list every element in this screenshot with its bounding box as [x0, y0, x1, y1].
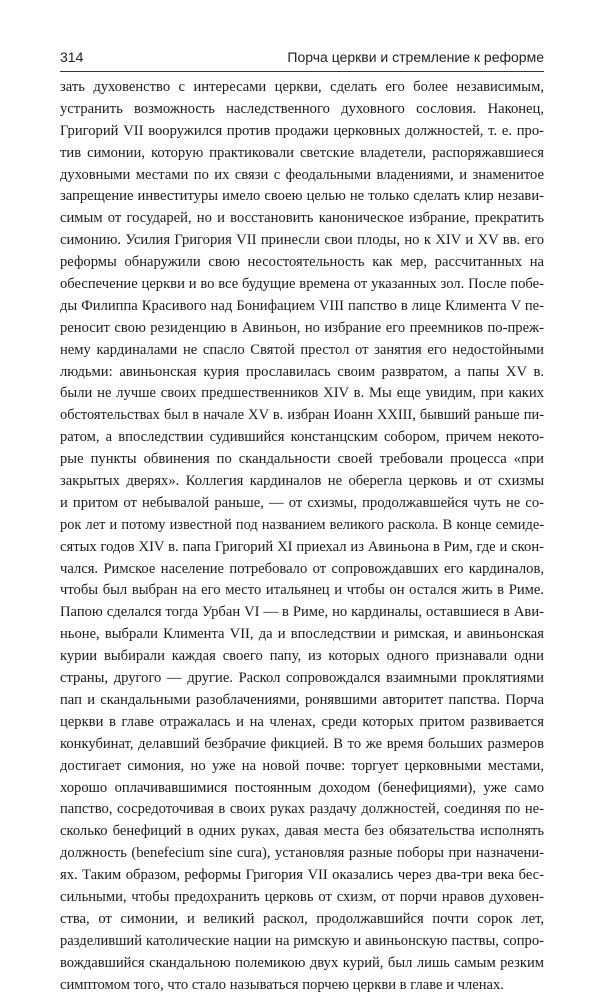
text-line: сятых годов XIV в. папа Григорий XI приехал из Авиньона в Рим, где и скон- [60, 538, 544, 555]
running-title: Порча церкви и стремление к реформе [287, 49, 544, 65]
text-line: чался. Римское население потребовало от сопровождавших его кардиналов, [60, 560, 544, 577]
text-line: папство, сосредоточивая в своих руках раздачу должностей, соединяя по не- [60, 801, 544, 818]
text-line: устранить возможность наследственного духовного сословия. Наконец, [60, 100, 544, 117]
text-line: Папою сделался тогда Урбан VI — в Риме, но кардиналы, оставшиеся в Ави- [60, 604, 544, 621]
text-line: сильными, чтобы предохранить церковь от схизм, от порчи нравов духовен- [60, 888, 544, 905]
text-line: симым от государей, но и восстановить каноническое избрание, прекратить [60, 210, 544, 227]
header-divider [60, 71, 544, 72]
text-line: страны, другого — другие. Раскол сопровождался взаимными проклятиями [60, 670, 544, 687]
text-line: сколько бенефиций в одних руках, давая места без обязательства исполнять [60, 823, 544, 840]
text-line: людьми: авиньонская курия прославилась своим развратом, а папы XV в. [60, 363, 544, 380]
text-line: ды Филиппа Красивого над Бонифацием VIII папство в лице Климента V пе- [60, 297, 544, 314]
text-line: ратом, а впоследствии судившийся констанцским собором, причем некото- [60, 429, 544, 446]
text-line: конкубинат, делавший безбрачие фикцией. В то же время больших размеров [60, 735, 544, 752]
text-line: вождавшийся скандальною полемикою двух курий, был лишь самым резким [60, 954, 544, 971]
text-line: чтобы был выбран на его место итальянец и чтобы он остался жить в Риме. [60, 582, 544, 599]
text-line: разделивший католические нации на римскую и авиньонскую паствы, сопро- [60, 932, 544, 949]
text-line: реформы обнаружили свою несостоятельность как мер, рассчитанных на [60, 254, 544, 271]
text-line: и притом от небывалой раньше, — от схизмы, продолжавшейся чуть не со- [60, 494, 544, 511]
text-line: хорошо оплачивавшимися постоянным доходом (бенефициями), уже само [60, 779, 544, 796]
text-line: ях. Таким образом, реформы Григория VII оказались через два-три века бес- [60, 867, 544, 884]
text-line: реносит свою резиденцию в Авиньон, но избрание его преемников по-преж- [60, 319, 544, 336]
text-line: духовными местами по их связи с феодальными владениями, и знаменитое [60, 166, 544, 183]
text-line: достигает симония, но уже на новой почве: торгует церковными местами, [60, 757, 544, 774]
text-line: обеспечение церкви и во все будущие времена от указанных зол. После побе- [60, 276, 544, 293]
text-line: Григорий VII вооружился против продажи церковных должностей, т. е. про- [60, 122, 544, 139]
text-line: закрытых дверях». Коллегия кардиналов не оберегла церковь и от схизмы [60, 473, 544, 490]
text-line: курии выбирали каждая своего папу, из которых одного признавали одни [60, 648, 544, 665]
text-line: рые пункты обвинения по скандальности своей требовали процесса «при [60, 451, 544, 468]
text-line: рок лет и потому известной под названием великого раскола. В конце семиде- [60, 516, 544, 533]
text-line: симонию. Усилия Григория VII принесли свои плоды, но к XIV и XV вв. его [60, 232, 544, 249]
text-line: зать духовенство с интересами церкви, сделать его более независимым, [60, 79, 544, 95]
text-line: церкви в главе отражалась и на членах, среди которых притом развивается [60, 713, 544, 730]
text-line: должность (benefecium sine cura), установляя разные поборы при назначени- [60, 845, 544, 862]
page-number: 314 [60, 49, 84, 65]
body-paragraph [60, 77, 544, 996]
text-line: тив симонии, которую практиковали светские владетели, распоряжавшиеся [60, 144, 544, 161]
text-line: были не лучше своих предшественников XIV в. Мы еще увидим, при каких [60, 385, 544, 402]
text-line: ньоне, выбрали Климента VII, да и впоследствии и римская, и авиньонская [60, 626, 544, 643]
text-line: обстоятельствах был в начале XV в. избран Иоанн XXIII, бывший раньше пи- [60, 407, 544, 424]
text-line: ства, от симонии, и великий раскол, продолжавшийся почти сорок лет, [60, 910, 544, 927]
text-line: симптомом того, что стало называться порчею церкви в главе и членах. [60, 976, 504, 993]
text-line: нему кардиналами не спасло Святой престол от занятия его недостойными [60, 341, 544, 358]
text-line: пап и скандальными разоблачениями, ронявшими авторитет папства. Порча [60, 691, 544, 708]
page-header [60, 49, 544, 71]
text-line: запрещение инвеституры имело своею целью не только сделать клир незави- [60, 188, 544, 205]
